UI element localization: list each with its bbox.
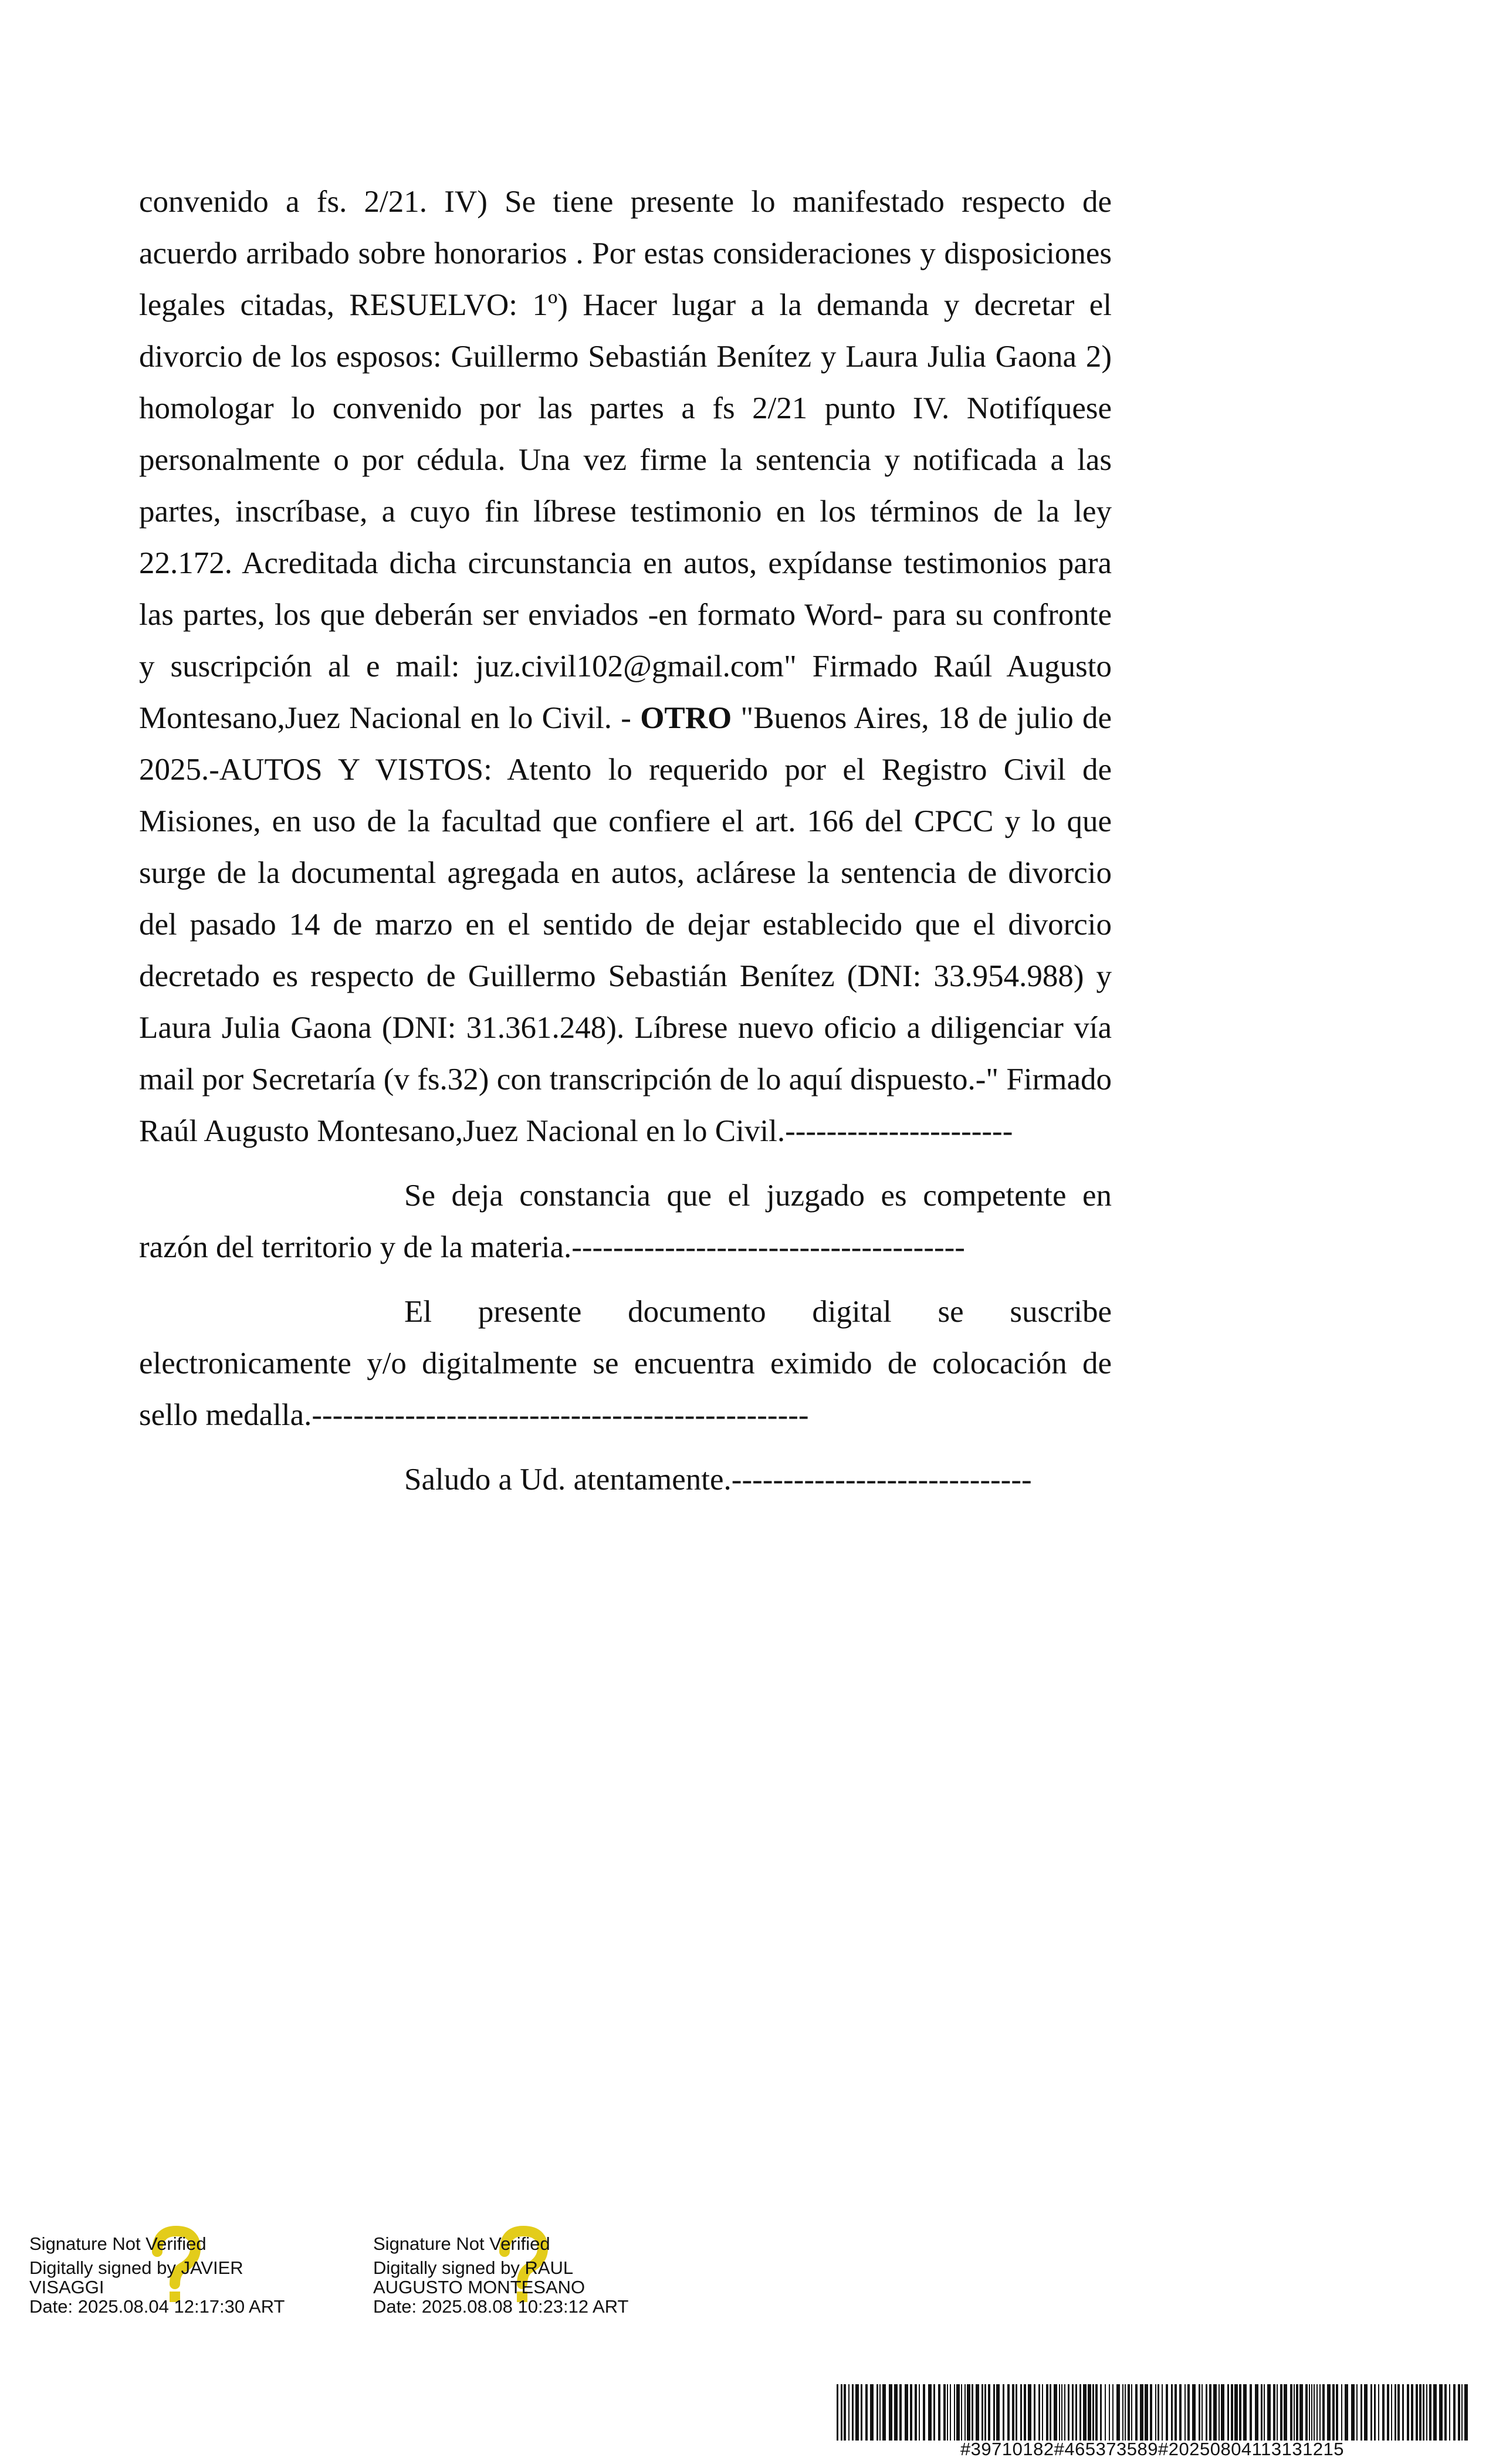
barcode-bar-5 xyxy=(855,2384,859,2441)
barcode-bar-71 xyxy=(1135,2384,1138,2441)
barcode-bar-88 xyxy=(1209,2384,1211,2441)
barcode-bar-109 xyxy=(1299,2384,1303,2441)
barcode-bar-52 xyxy=(1061,2384,1062,2441)
barcode-bar-3 xyxy=(848,2384,849,2441)
signature-signer-line-1: Digitally signed by JAVIER xyxy=(29,2257,243,2278)
barcode-bar-142 xyxy=(1433,2384,1437,2441)
document-body xyxy=(139,176,1112,1505)
barcode-bar-73 xyxy=(1145,2384,1148,2441)
barcode-bar-39 xyxy=(1007,2384,1010,2441)
barcode-bar-38 xyxy=(1003,2384,1004,2441)
barcode-bar-115 xyxy=(1319,2384,1321,2441)
barcode-bar-104 xyxy=(1280,2384,1282,2441)
barcode-bar-139 xyxy=(1423,2384,1424,2441)
barcode-bar-53 xyxy=(1064,2384,1065,2441)
barcode-bar-113 xyxy=(1314,2384,1315,2441)
barcode-bar-18 xyxy=(919,2384,920,2441)
barcode-bar-141 xyxy=(1429,2384,1431,2441)
barcode-bar-41 xyxy=(1016,2384,1017,2441)
barcode-bar-69 xyxy=(1128,2384,1130,2441)
barcode-bar-101 xyxy=(1267,2384,1271,2441)
barcode-bar-84 xyxy=(1192,2384,1196,2441)
closing-paragraph: Saludo a Ud. atentamente.----------------------------- xyxy=(404,1463,1032,1497)
barcode-bar-14 xyxy=(899,2384,902,2441)
barcode-bar-66 xyxy=(1116,2384,1120,2441)
barcode-bar-100 xyxy=(1264,2384,1265,2441)
barcode-bar-94 xyxy=(1234,2384,1238,2441)
digital-signature-paragraph: El presente documento digital se suscribe electronicamente y/o digitalmente se encuentra eximido de colocación de sello medalla.------------------------------------------------ xyxy=(139,1295,1112,1432)
barcode-bar-12 xyxy=(889,2384,892,2441)
barcode-bar-149 xyxy=(1464,2384,1468,2441)
barcode-bar-40 xyxy=(1012,2384,1014,2441)
barcode-bar-111 xyxy=(1309,2384,1310,2441)
barcode-bar-68 xyxy=(1125,2384,1126,2441)
barcode-bar-44 xyxy=(1028,2384,1031,2441)
barcode-bar-138 xyxy=(1419,2384,1421,2441)
barcode-bar-46 xyxy=(1038,2384,1040,2441)
barcode-bar-87 xyxy=(1206,2384,1207,2441)
barcode-bar-89 xyxy=(1213,2384,1217,2441)
barcode-bar-26 xyxy=(954,2384,955,2441)
barcode-bar-17 xyxy=(915,2384,917,2441)
barcode-bar-144 xyxy=(1444,2384,1447,2441)
barcode-bar-134 xyxy=(1402,2384,1404,2441)
barcode-bar-122 xyxy=(1351,2384,1355,2441)
barcode-bar-120 xyxy=(1341,2384,1342,2441)
barcode-bar-55 xyxy=(1072,2384,1074,2441)
document-barcode xyxy=(835,2384,1469,2441)
signature-date: Date: 2025.08.04 12:17:30 ART xyxy=(29,2296,285,2317)
barcode-bar-77 xyxy=(1162,2384,1163,2441)
barcode-bar-31 xyxy=(972,2384,973,2441)
barcode-bar-60 xyxy=(1092,2384,1094,2441)
barcode-bar-132 xyxy=(1395,2384,1396,2441)
barcode-bar-80 xyxy=(1175,2384,1177,2441)
barcode-bar-75 xyxy=(1155,2384,1156,2441)
barcode-bar-105 xyxy=(1284,2384,1287,2441)
barcode-bar-91 xyxy=(1221,2384,1224,2441)
resolution-text-part-1: convenido a fs. 2/21. IV) Se tiene presente lo manifestado respecto de acuerdo arribado sobre honorarios . Por estas consideraciones y disposiciones legales citadas, RESUELVO: 1º) Hacer lugar a la demanda y decretar el divorcio de los esposos: Guillermo Sebastián Benítez y Laura Julia Gaona 2) homologar lo convenido por las partes a fs 2/21 punto IV. Notifíquese personalmente o por cédula. Una vez firme la sentencia y notificada a las partes, inscríbase, a cuyo fin líbrese testimonio en los términos de la ley 22.172. Acreditada dicha circunstancia en autos, expídanse testimonios para las partes, los que deberán ser enviados -en formato Word- para su confronte y suscripción al e mail: juz.civil102@gmail.com" Firmado Raúl Augusto Montesano,Juez Nacional en lo Civil. - xyxy=(139,185,1112,735)
barcode-bar-126 xyxy=(1370,2384,1372,2441)
barcode-bar-22 xyxy=(938,2384,940,2441)
barcode-bar-118 xyxy=(1332,2384,1335,2441)
barcode-bar-16 xyxy=(910,2384,912,2441)
barcode-bar-37 xyxy=(996,2384,1000,2441)
barcode-bar-148 xyxy=(1461,2384,1463,2441)
barcode-bar-62 xyxy=(1100,2384,1102,2441)
resolution-text-part-2: "Buenos Aires, 18 de julio de 2025.-AUTOS Y VISTOS: Atento lo requerido por el Registro Civil de Misiones, en uso de la facultad que confiere el art. 166 del CPCC y lo que surge de la documental agregada en autos, aclárese la sentencia de divorcio del pasado 14 de marzo en el sentido de dejar establecido que el divorcio decretado es respecto de Guillermo Sebastián Benítez (DNI: 33.954.988) y Laura Julia Gaona (DNI: 31.361.248). Líbrese nuevo oficio a diligenciar vía mail por Secretaría (v fs.32) con transcripción de lo aquí dispuesto.-" Firmado Raúl Augusto Montesano,Juez Nacional en lo Civil.---------------------- xyxy=(139,701,1112,1148)
barcode-bar-49 xyxy=(1050,2384,1051,2441)
barcode-bar-28 xyxy=(961,2384,962,2441)
barcode-bar-61 xyxy=(1095,2384,1098,2441)
barcode-bar-143 xyxy=(1439,2384,1443,2441)
signature-signer-line-2: AUGUSTO MONTESANO xyxy=(373,2277,585,2297)
barcode-bar-50 xyxy=(1054,2384,1057,2441)
barcode-bar-123 xyxy=(1356,2384,1358,2441)
barcode-bar-128 xyxy=(1378,2384,1379,2441)
barcode-bar-65 xyxy=(1112,2384,1113,2441)
barcode-bar-110 xyxy=(1305,2384,1308,2441)
barcode-bar-145 xyxy=(1449,2384,1450,2441)
barcode-bar-67 xyxy=(1122,2384,1123,2441)
barcode-bar-74 xyxy=(1150,2384,1152,2441)
barcode-bar-97 xyxy=(1250,2384,1252,2441)
barcode-bar-58 xyxy=(1083,2384,1087,2441)
barcode-number: #39710182#465373589#20250804113131215 xyxy=(960,2439,1345,2459)
barcode-bar-32 xyxy=(976,2384,979,2441)
barcode-bar-36 xyxy=(993,2384,995,2441)
barcode-bar-106 xyxy=(1290,2384,1292,2441)
barcode-bar-27 xyxy=(956,2384,960,2441)
barcode-bar-72 xyxy=(1140,2384,1143,2441)
barcode-bar-95 xyxy=(1239,2384,1241,2441)
barcode-bar-35 xyxy=(988,2384,990,2441)
barcode-bar-96 xyxy=(1243,2384,1247,2441)
barcode-bar-23 xyxy=(943,2384,946,2441)
barcode-bar-51 xyxy=(1059,2384,1060,2441)
barcode-bar-76 xyxy=(1157,2384,1159,2441)
barcode-bar-34 xyxy=(984,2384,986,2441)
barcode-bar-21 xyxy=(933,2384,935,2441)
barcode-bar-0 xyxy=(837,2384,838,2441)
barcode-bar-102 xyxy=(1273,2384,1275,2441)
barcode-bar-47 xyxy=(1042,2384,1043,2441)
barcode-bar-81 xyxy=(1179,2384,1182,2441)
barcode-bar-29 xyxy=(964,2384,966,2441)
barcode-bar-136 xyxy=(1411,2384,1413,2441)
barcode-bar-79 xyxy=(1171,2384,1173,2441)
barcode-bar-15 xyxy=(905,2384,908,2441)
barcode-bar-56 xyxy=(1075,2384,1077,2441)
barcode-bar-108 xyxy=(1296,2384,1298,2441)
barcode-bar-82 xyxy=(1184,2384,1186,2441)
barcode-bar-127 xyxy=(1374,2384,1376,2441)
signature-block-raul-montesano xyxy=(373,2234,628,2316)
barcode-bar-8 xyxy=(870,2384,874,2441)
signature-status: Signature Not Verified xyxy=(373,2233,550,2254)
barcode-bar-98 xyxy=(1255,2384,1258,2441)
barcode-bar-83 xyxy=(1187,2384,1190,2441)
barcode-bar-30 xyxy=(967,2384,970,2441)
barcode-bar-25 xyxy=(950,2384,951,2441)
barcode-bar-43 xyxy=(1024,2384,1026,2441)
barcode-bar-54 xyxy=(1068,2384,1069,2441)
barcode-bar-4 xyxy=(852,2384,854,2441)
barcode-bar-9 xyxy=(876,2384,878,2441)
signature-signer-line-1: Digitally signed by RAUL xyxy=(373,2257,574,2278)
barcode-bar-133 xyxy=(1397,2384,1400,2441)
barcode-bar-90 xyxy=(1219,2384,1220,2441)
barcode-bar-135 xyxy=(1407,2384,1409,2441)
barcode-bar-86 xyxy=(1201,2384,1203,2441)
barcode-bar-11 xyxy=(882,2384,886,2441)
barcode-bar-70 xyxy=(1131,2384,1132,2441)
barcode-bar-85 xyxy=(1199,2384,1200,2441)
barcode-bar-131 xyxy=(1391,2384,1392,2441)
barcode-bar-146 xyxy=(1453,2384,1456,2441)
barcode-bar-63 xyxy=(1105,2384,1106,2441)
barcode-bar-103 xyxy=(1277,2384,1278,2441)
barcode-bar-57 xyxy=(1079,2384,1081,2441)
barcode-bar-129 xyxy=(1382,2384,1385,2441)
otro-heading: OTRO xyxy=(640,701,732,735)
barcode-bar-116 xyxy=(1322,2384,1325,2441)
barcode-bar-130 xyxy=(1387,2384,1389,2441)
barcode-bar-6 xyxy=(861,2384,862,2441)
barcode-bar-33 xyxy=(981,2384,983,2441)
barcode-bar-112 xyxy=(1311,2384,1312,2441)
barcode-bar-10 xyxy=(879,2384,881,2441)
barcode-bar-2 xyxy=(844,2384,846,2441)
barcode-bar-137 xyxy=(1416,2384,1418,2441)
resolution-paragraph xyxy=(139,176,1112,1157)
barcode-bar-20 xyxy=(928,2384,932,2441)
signature-block-javier-visaggi xyxy=(29,2234,285,2316)
barcode-bar-42 xyxy=(1020,2384,1022,2441)
barcode-bar-99 xyxy=(1261,2384,1263,2441)
barcode-bar-7 xyxy=(865,2384,868,2441)
barcode-bar-107 xyxy=(1294,2384,1295,2441)
barcode-bar-64 xyxy=(1109,2384,1110,2441)
barcode-bar-59 xyxy=(1088,2384,1091,2441)
barcode-bar-45 xyxy=(1034,2384,1035,2441)
barcode-bar-1 xyxy=(841,2384,842,2441)
barcode-bar-114 xyxy=(1316,2384,1318,2441)
barcode-bar-78 xyxy=(1166,2384,1168,2441)
signature-signer-line-2: VISAGGI xyxy=(29,2277,104,2297)
barcode-bar-125 xyxy=(1364,2384,1368,2441)
barcode-bar-13 xyxy=(894,2384,898,2441)
barcode-bar-48 xyxy=(1046,2384,1048,2441)
barcode-bar-92 xyxy=(1227,2384,1229,2441)
signature-date: Date: 2025.08.08 10:23:12 ART xyxy=(373,2296,629,2317)
barcode-bar-93 xyxy=(1231,2384,1233,2441)
signature-status: Signature Not Verified xyxy=(29,2233,207,2254)
competence-paragraph: Se deja constancia que el juzgado es competente en razón del territorio y de la materia.-------------------------------------- xyxy=(139,1179,1112,1264)
barcode-bar-124 xyxy=(1360,2384,1362,2441)
barcode-bar-24 xyxy=(947,2384,948,2441)
barcode-bar-121 xyxy=(1345,2384,1348,2441)
barcode-bar-140 xyxy=(1426,2384,1427,2441)
barcode-bar-19 xyxy=(923,2384,925,2441)
barcode-bar-117 xyxy=(1327,2384,1331,2441)
barcode-bar-119 xyxy=(1336,2384,1338,2441)
barcode-bar-147 xyxy=(1458,2384,1460,2441)
